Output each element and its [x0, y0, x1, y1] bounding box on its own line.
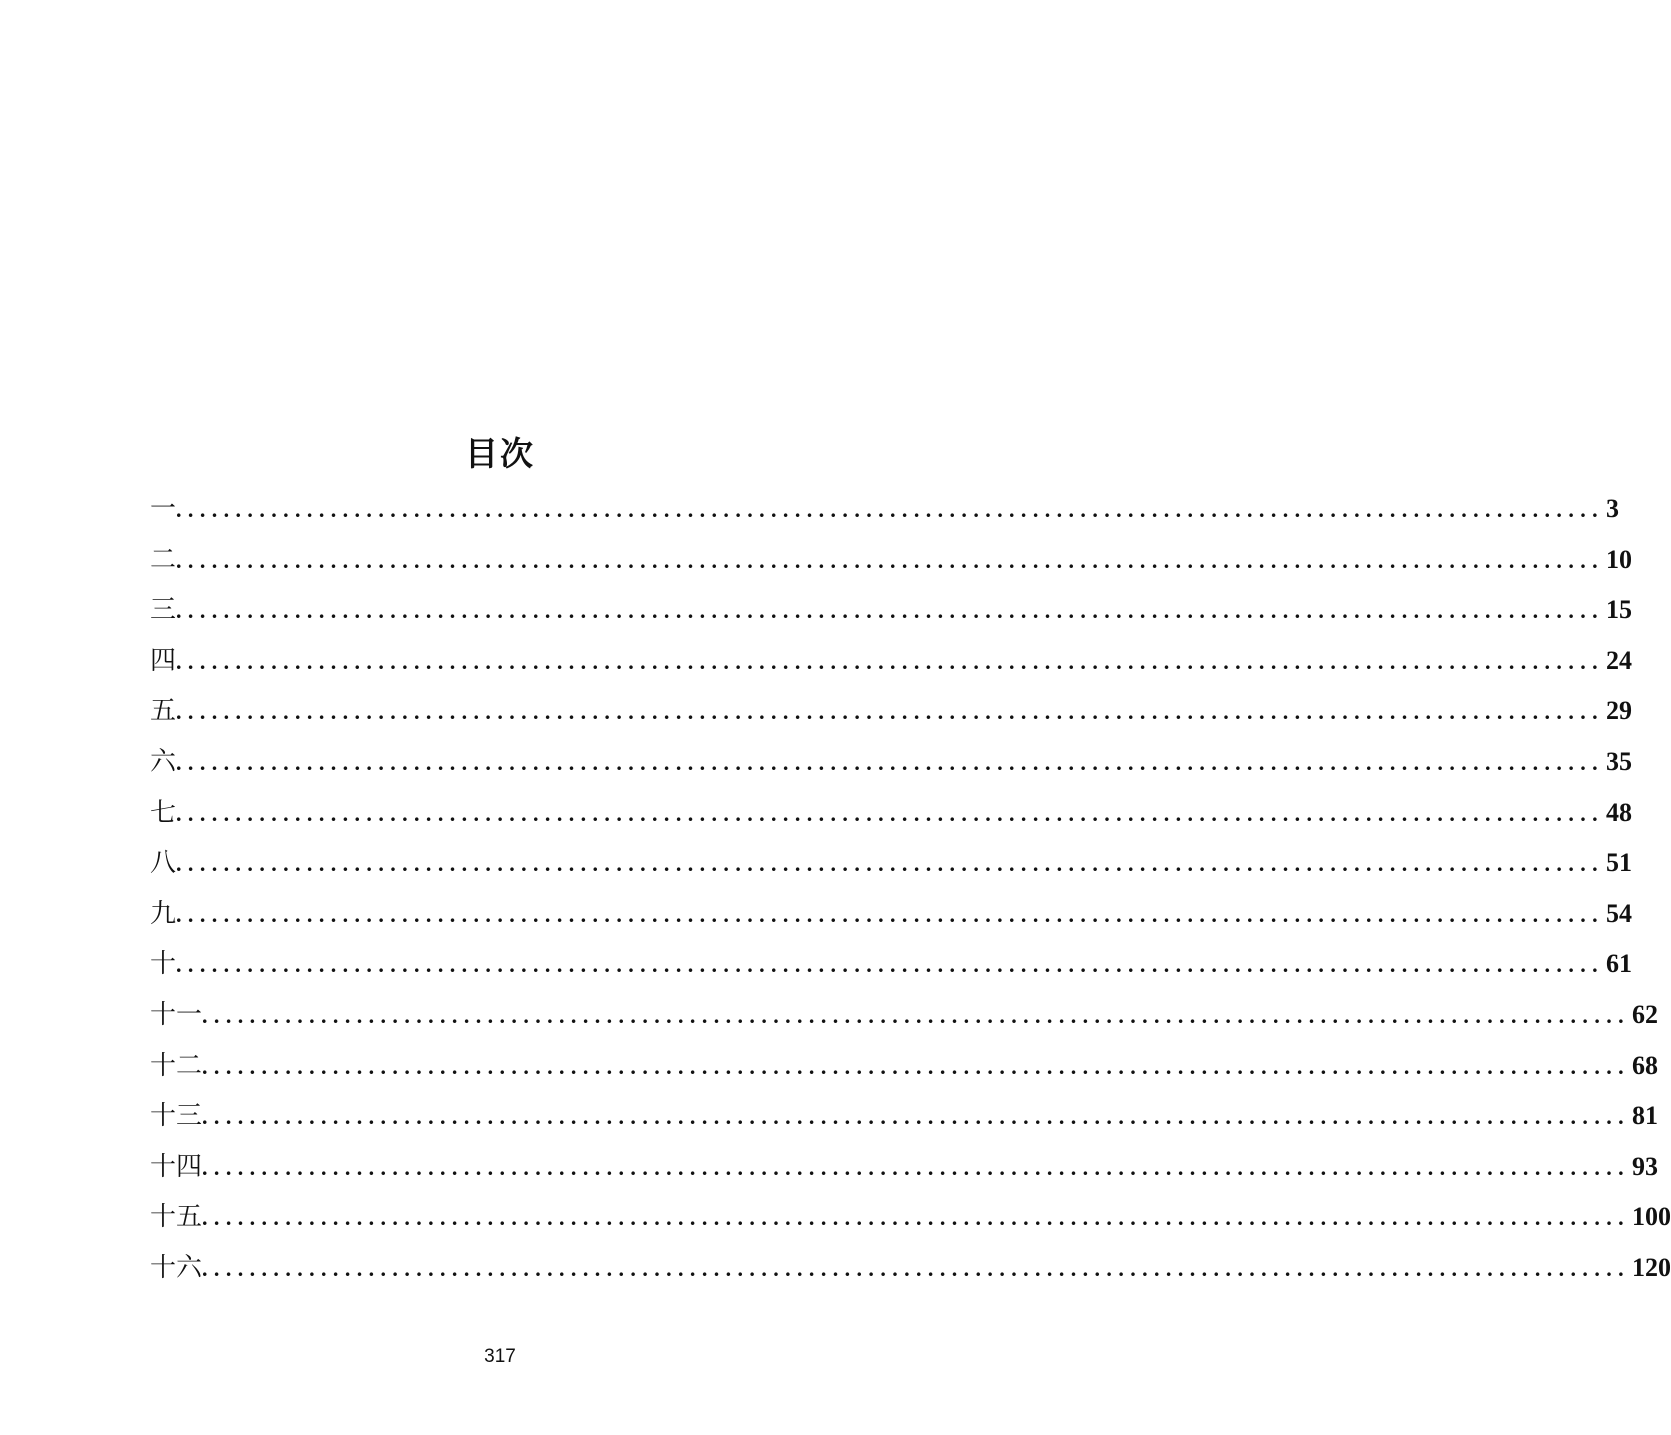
toc-entry-label: 十一	[150, 999, 203, 1030]
toc-dot-leader: ........................................................................................................................	[202, 1255, 1631, 1281]
toc-entry[interactable]	[150, 788, 1633, 839]
toc-entry-label: 十六	[150, 1252, 203, 1283]
toc-dot-leader: ........................................................................................................................	[176, 547, 1605, 573]
toc-entry[interactable]	[150, 1041, 1659, 1092]
toc-entry-label: 十四	[150, 1151, 203, 1182]
toc-entry-page: 35	[1606, 746, 1633, 776]
toc-entry-page: 100	[1632, 1202, 1671, 1232]
toc-entry-label: 三	[150, 595, 177, 626]
toc-dot-leader: ........................................................................................................................	[176, 901, 1605, 927]
toc-dot-leader: ........................................................................................................................	[176, 851, 1605, 877]
toc-entry-page: 15	[1606, 595, 1633, 625]
table-of-contents	[150, 484, 1671, 1294]
toc-dot-leader: ........................................................................................................................	[202, 1104, 1631, 1130]
toc-entry-label: 九	[150, 898, 177, 929]
toc-entry[interactable]	[150, 1142, 1659, 1193]
toc-entry[interactable]	[150, 737, 1633, 788]
toc-entry[interactable]	[150, 838, 1633, 889]
toc-entry-label: 十三	[150, 1101, 203, 1132]
toc-entry[interactable]	[150, 939, 1633, 990]
toc-dot-leader: ........................................................................................................................	[176, 598, 1605, 624]
toc-entry[interactable]	[150, 535, 1633, 586]
page-title: 目次	[465, 434, 535, 474]
toc-dot-leader: ........................................................................................................................	[202, 1002, 1631, 1028]
toc-entry-label: 十	[150, 949, 177, 980]
toc-dot-leader: ........................................................................................................................	[176, 648, 1605, 674]
toc-entry[interactable]	[150, 1192, 1671, 1243]
toc-dot-leader: ........................................................................................................................	[176, 749, 1605, 775]
toc-entry[interactable]	[150, 990, 1659, 1041]
toc-entry-page: 3	[1606, 494, 1620, 523]
toc-entry-page: 51	[1606, 848, 1633, 878]
toc-entry[interactable]	[150, 889, 1633, 940]
toc-entry-label: 一	[150, 494, 177, 524]
toc-entry-page: 120	[1632, 1252, 1671, 1282]
toc-entry-label: 十二	[150, 1050, 203, 1081]
toc-dot-leader: ........................................................................................................................	[176, 952, 1605, 978]
toc-entry[interactable]	[150, 484, 1620, 535]
toc-entry-page: 54	[1606, 898, 1633, 928]
toc-entry-label: 二	[150, 544, 177, 575]
toc-dot-leader: ........................................................................................................................	[176, 800, 1605, 826]
toc-dot-leader: ........................................................................................................................	[176, 699, 1605, 725]
toc-dot-leader: ........................................................................................................................	[202, 1205, 1631, 1231]
toc-entry-page: 81	[1632, 1101, 1659, 1131]
toc-entry[interactable]	[150, 636, 1633, 687]
toc-entry[interactable]	[150, 585, 1633, 636]
toc-dot-leader: ........................................................................................................................	[202, 1154, 1631, 1180]
page-number: 317	[484, 1346, 516, 1367]
toc-entry-page: 61	[1606, 949, 1633, 979]
toc-entry-page: 68	[1632, 1050, 1659, 1080]
toc-entry-page: 29	[1606, 696, 1633, 726]
toc-entry-page: 62	[1632, 999, 1659, 1029]
toc-entry-label: 四	[150, 645, 177, 676]
toc-entry-label: 七	[150, 797, 177, 828]
toc-entry-page: 48	[1606, 797, 1633, 827]
toc-entry[interactable]	[150, 1091, 1659, 1142]
toc-entry-label: 六	[150, 746, 177, 777]
toc-entry-label: 八	[150, 848, 177, 879]
toc-dot-leader: ........................................................................................................................	[176, 497, 1605, 522]
toc-entry-label: 十五	[150, 1202, 203, 1233]
toc-entry-page: 24	[1606, 645, 1633, 675]
toc-entry-page: 93	[1632, 1151, 1659, 1181]
toc-entry[interactable]	[150, 1243, 1671, 1294]
toc-entry[interactable]	[150, 686, 1633, 737]
toc-dot-leader: ........................................................................................................................	[202, 1053, 1631, 1079]
toc-entry-page: 10	[1606, 544, 1633, 574]
toc-entry-label: 五	[150, 696, 177, 727]
